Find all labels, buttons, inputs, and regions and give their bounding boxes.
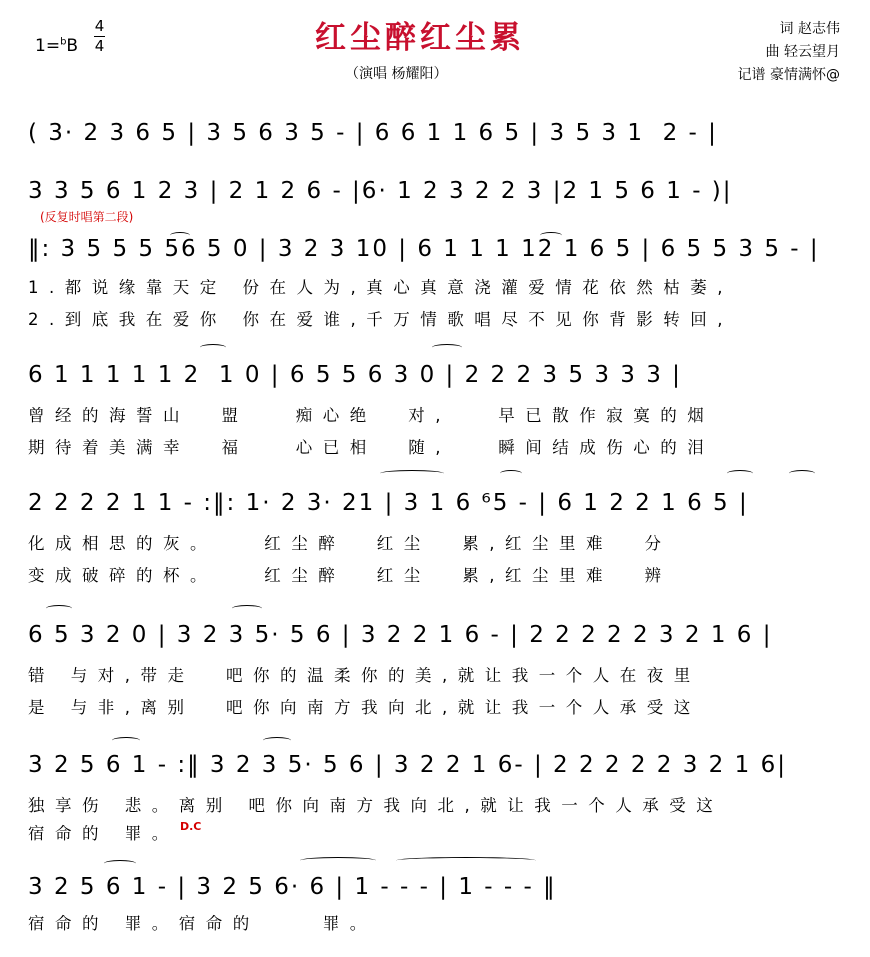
lyric-verse-1: 曾经的海誓山 盟 痴心绝 对, 早已散作寂寞的烟	[28, 406, 715, 425]
slur-mark	[300, 857, 376, 864]
score-row	[28, 620, 848, 717]
time-bottom: 4	[94, 37, 105, 55]
slur-mark	[112, 737, 140, 744]
key-note: B	[66, 36, 79, 56]
lyric-verse-2: 变成破碎的杯。 红尘醉 红尘 累,红尘里难 辨	[28, 566, 672, 585]
slur-mark	[170, 232, 190, 239]
lyric-verse-2: 宿命的 罪。	[28, 824, 179, 843]
slur-mark	[232, 605, 262, 612]
song-title: 红尘醉红尘累	[315, 20, 525, 56]
lyric-verse-2: 期待着美满幸 福 心已相 随, 瞬间结成伤心的泪	[28, 438, 715, 457]
composer-credit: 曲 轻云望月	[765, 44, 840, 60]
slur-mark	[380, 470, 444, 477]
singer-credit: （演唱 杨耀阳）	[345, 66, 448, 82]
key-label: 1=	[35, 36, 61, 56]
slur-mark	[432, 344, 462, 351]
score-row	[28, 360, 848, 457]
lyricist-credit: 词 赵志伟	[779, 21, 840, 37]
repeat-instruction: (反复时唱第二段)	[40, 210, 134, 224]
flat-sign: b	[60, 36, 67, 48]
lyric-verse-1: 独享伤 悲。离别 吧你向南方我向北,就让我一个人承受这	[28, 796, 724, 815]
score-row	[28, 872, 848, 933]
lyric-verse-1: 错 与对,带走 吧你的温柔你的美,就让我一个人在夜里	[28, 666, 701, 685]
slur-mark	[263, 737, 291, 744]
slur-mark	[46, 605, 72, 612]
notation-line: 3 2 5 6 1 - | 3 2 5 6· 6 | 1 - - - | 1 - - - ‖	[28, 874, 557, 900]
slur-mark	[104, 860, 136, 867]
notation-line: ( 3· 2 3 6 5 | 3 5 6 3 5 - | 6 6 1 1 6 5 | 3 5 3 1 2 - |	[28, 120, 718, 146]
lyric-verse-1: 宿命的 罪。宿命的 罪。	[28, 914, 377, 933]
lyric-verse-1: 1.都说缘靠天定 份在人为,真心真意浇灌爱情花依然枯萎,	[28, 278, 733, 297]
score-row	[28, 488, 848, 585]
slur-mark	[396, 857, 536, 864]
lyric-verse-2: 是 与非,离别 吧你向南方我向北,就让我一个人承受这	[28, 698, 701, 717]
credits	[700, 18, 840, 87]
notation-line: 2 2 2 2 1 1 - :‖: 1· 2 3· 21 | 3 1 6 ⁶5 - | 6 1 2 2 1 6 5 |	[28, 490, 749, 516]
dc-marking: D.C	[180, 820, 202, 833]
score-row	[28, 234, 848, 329]
key-signature	[35, 36, 78, 56]
slur-mark	[200, 344, 226, 351]
score-row	[28, 118, 848, 154]
notation-line: 6 1 1 1 1 1 2 1 0 | 6 5 5 6 3 0 | 2 2 2 3 5 3 3 3 |	[28, 362, 682, 388]
score-row	[28, 176, 848, 212]
slur-mark	[540, 232, 562, 239]
lyric-verse-2: 2.到底我在爱你 你在爱谁,千万情歌唱尽不见你背影转回,	[28, 310, 733, 329]
notation-line: 3 3 5 6 1 2 3 | 2 1 2 6 - |6· 1 2 3 2 2 3 |2 1 5 6 1 - )|	[28, 178, 733, 204]
notation-line: ‖: 3 5 5 5 56 5 0 | 3 2 3 10 | 6 1 1 1 12 1 6 5 | 6 5 5 3 5 - |	[28, 236, 820, 262]
slur-mark	[727, 470, 753, 477]
notation-line: 6 5 3 2 0 | 3 2 3 5· 5 6 | 3 2 2 1 6 - | 2 2 2 2 2 3 2 1 6 |	[28, 622, 773, 648]
time-top: 4	[94, 17, 105, 35]
time-signature	[94, 18, 105, 55]
notation-line: 3 2 5 6 1 - :‖ 3 2 3 5· 5 6 | 3 2 2 1 6- | 2 2 2 2 2 3 2 1 6|	[28, 752, 787, 778]
transcriber-credit: 记谱 豪情满怀@	[737, 67, 840, 83]
slur-mark	[500, 470, 522, 477]
slur-mark	[789, 470, 815, 477]
lyric-verse-1: 化成相思的灰。 红尘醉 红尘 累,红尘里难 分	[28, 534, 672, 553]
